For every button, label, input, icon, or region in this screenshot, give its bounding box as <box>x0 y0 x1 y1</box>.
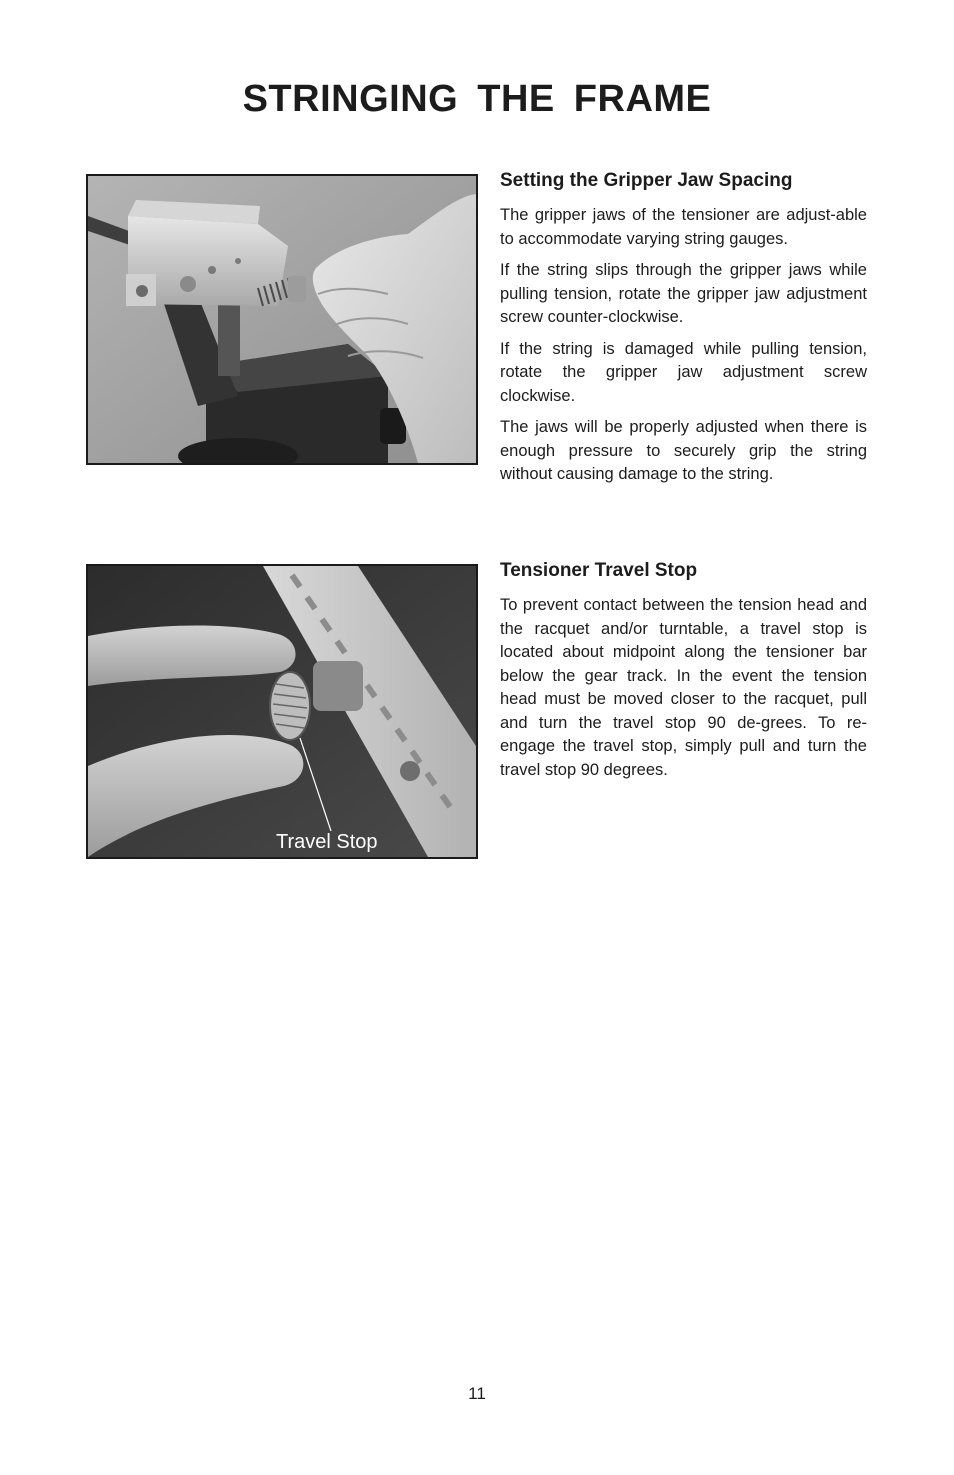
paragraph: If the string slips through the gripper jaws while pulling tension, rotate the gripper jaw adjustment screw counter-clockwise. <box>500 261 867 326</box>
section-heading: Tensioner Travel Stop <box>500 560 698 581</box>
paragraph: The gripper jaws of the tensioner are adjust-able to accommodate varying string gauges. <box>500 206 867 248</box>
paragraph: If the string is damaged while pulling tension, rotate the gripper jaw adjustment screw clockwise. <box>500 339 867 405</box>
paragraph: The jaws will be properly adjusted when there is enough pressure to securely grip the string without causing damage to the string. <box>500 418 867 483</box>
section-heading: Setting the Gripper Jaw Spacing <box>500 170 793 191</box>
travel-stop-callout: Travel Stop <box>276 831 378 853</box>
travel-stop-photo <box>86 564 478 859</box>
page-title: STRINGING THE FRAME <box>242 78 712 120</box>
gripper-jaw-photo <box>86 174 478 465</box>
travel-stop-section <box>500 560 867 790</box>
gripper-jaw-section <box>500 170 867 495</box>
page-number: 11 <box>468 1384 486 1403</box>
paragraph: To prevent contact between the tension head and the racquet and/or turntable, a travel stop is located about midpoint along the tensioner bar below the gear track. In the event the tension head must be moved closer to the racquet, pull and turn the travel stop 90 de-grees. To re-engage the travel stop, simply pull and turn the travel stop 90 degrees. <box>500 596 867 779</box>
